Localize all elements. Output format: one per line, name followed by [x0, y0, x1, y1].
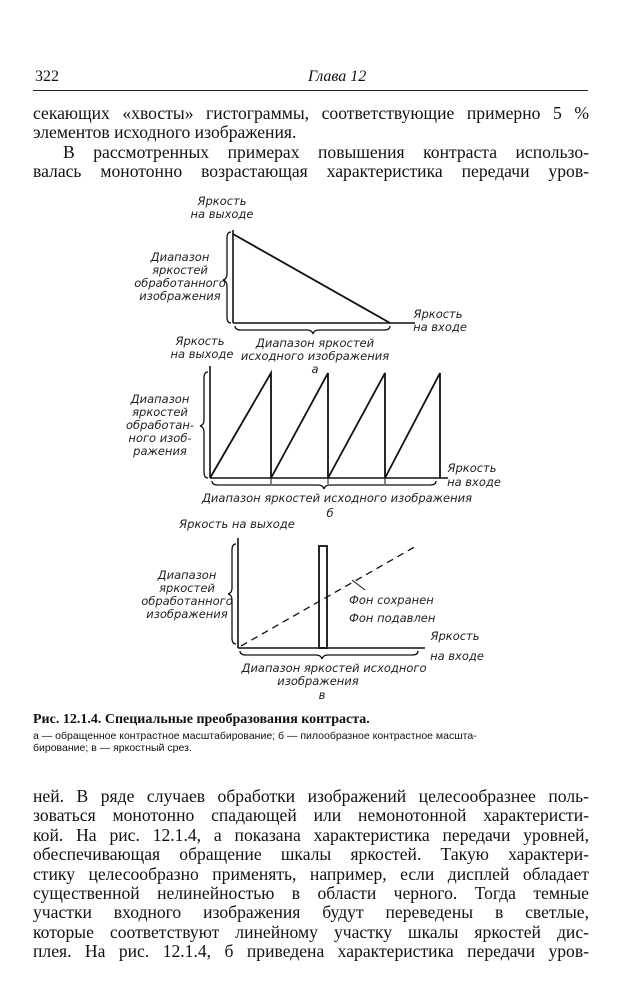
- text-line: существенной нелинейностью в области черного. Тогда темные: [33, 882, 589, 903]
- panel-c-range-label: обработанного: [141, 594, 233, 608]
- panel-a-input-label: Диапазон яркостей: [255, 336, 375, 350]
- text-line: стику целесообразно применять, например, если дисплей обладает: [33, 863, 589, 884]
- panel-a-y-label: на выходе: [190, 207, 254, 221]
- panel-c-y-label: Яркость на выходе: [179, 517, 295, 531]
- panel-c-letter: в: [318, 688, 326, 702]
- panel-a-x-label: на входе: [413, 320, 467, 334]
- panel-a: [223, 230, 415, 334]
- text-line: участки входного изображения будут переведены в светлые,: [33, 902, 589, 923]
- text-line: плея. На рис. 12.1.4, б приведена характеристика передачи уров-: [33, 941, 589, 962]
- text-line: валась монотонно возрастающая характеристика передачи уров-: [33, 161, 589, 182]
- panel-a-letter: а: [311, 362, 319, 376]
- panel-a-range-label: Диапазон: [150, 250, 210, 264]
- panel-b-x-label: на входе: [447, 475, 501, 489]
- caption-title: Рис. 12.1.4. Специальные преобразования контраста.: [33, 712, 370, 727]
- panel-c-annotation-preserved: Фон сохранен: [349, 593, 434, 607]
- bottom-paragraph: [33, 787, 589, 962]
- panel-b-range-label: яркостей: [132, 405, 188, 419]
- text-line: зоваться монотонно спадающей или немонотонной характеристи-: [33, 805, 589, 826]
- panel-b-x-label: Яркость: [447, 461, 497, 475]
- panel-c-input-label: Диапазон яркостей исходного: [241, 661, 427, 675]
- panel-c-range-label: изображения: [146, 607, 228, 621]
- panel-c-input-brace: [240, 651, 418, 659]
- panel-b-range-label: обработан-: [125, 418, 195, 432]
- text-line: кой. На рис. 12.1.4, а показана характеристика передачи уровней,: [33, 824, 589, 845]
- page-number: 322: [35, 68, 59, 85]
- text-line: В рассмотренных примерах повышения контраста использо-: [63, 141, 589, 162]
- panel-a-curve: [233, 234, 390, 323]
- panel-a-input-label: исходного изображения: [240, 349, 390, 363]
- panel-a-range-label: изображения: [139, 289, 221, 303]
- panel-a-range-label: яркостей: [152, 263, 208, 277]
- panel-b-y-label: Яркость: [175, 334, 225, 348]
- panel-b-y-label: на выходе: [170, 347, 234, 361]
- chapter-title: Глава 12: [308, 68, 367, 85]
- text-line: секающих «хвосты» гистограммы, соответствующие примерно 5 %: [33, 103, 589, 123]
- text-line: обеспечивающая обращение шкалы яркостей. Такую характери-: [33, 844, 589, 865]
- panel-a-x-label: Яркость: [413, 307, 463, 321]
- panel-c-x-label: на входе: [430, 649, 484, 663]
- panel-a-y-label: Яркость: [197, 194, 247, 208]
- panel-b-sawtooth: [210, 373, 440, 478]
- panel-b-range-label: Диапазон: [130, 392, 190, 406]
- panel-b-range-label: ного изоб-: [128, 431, 192, 445]
- panel-a-input-brace: [235, 326, 390, 334]
- panel-c-annotation-suppressed: Фон подавлен: [349, 611, 436, 625]
- panel-b-range-label: ражения: [133, 444, 187, 458]
- caption-legend-line: бирование; в — яркостный срез.: [33, 742, 192, 754]
- text-line: элементов исходного изображения.: [33, 122, 297, 143]
- panel-b: [200, 366, 448, 489]
- panel-b-input-label: Диапазон яркостей исходного изображения: [201, 491, 473, 505]
- figure-caption: [33, 712, 589, 754]
- panel-b-input-brace: [212, 481, 436, 489]
- panel-c-range-label: Диапазон: [157, 568, 217, 582]
- panel-c-input-label: изображения: [277, 674, 359, 688]
- panel-b-letter: б: [326, 506, 334, 520]
- panel-b-range-brace: [200, 372, 208, 478]
- caption-legend: [33, 730, 589, 754]
- panel-c-x-label: Яркость: [430, 629, 480, 643]
- panel-c-range-label: яркостей: [159, 581, 215, 595]
- caption-legend-line: а — обращенное контрастное масштабирование; б — пилообразное контрастное масшта-: [33, 730, 477, 742]
- text-line: которые соответствуют линейному участку шкалы яркостей дис-: [33, 921, 589, 942]
- text-line: ней. В ряде случаев обработки изображений целесообразнее поль-: [33, 786, 589, 806]
- panel-a-range-label: обработанного: [134, 276, 226, 290]
